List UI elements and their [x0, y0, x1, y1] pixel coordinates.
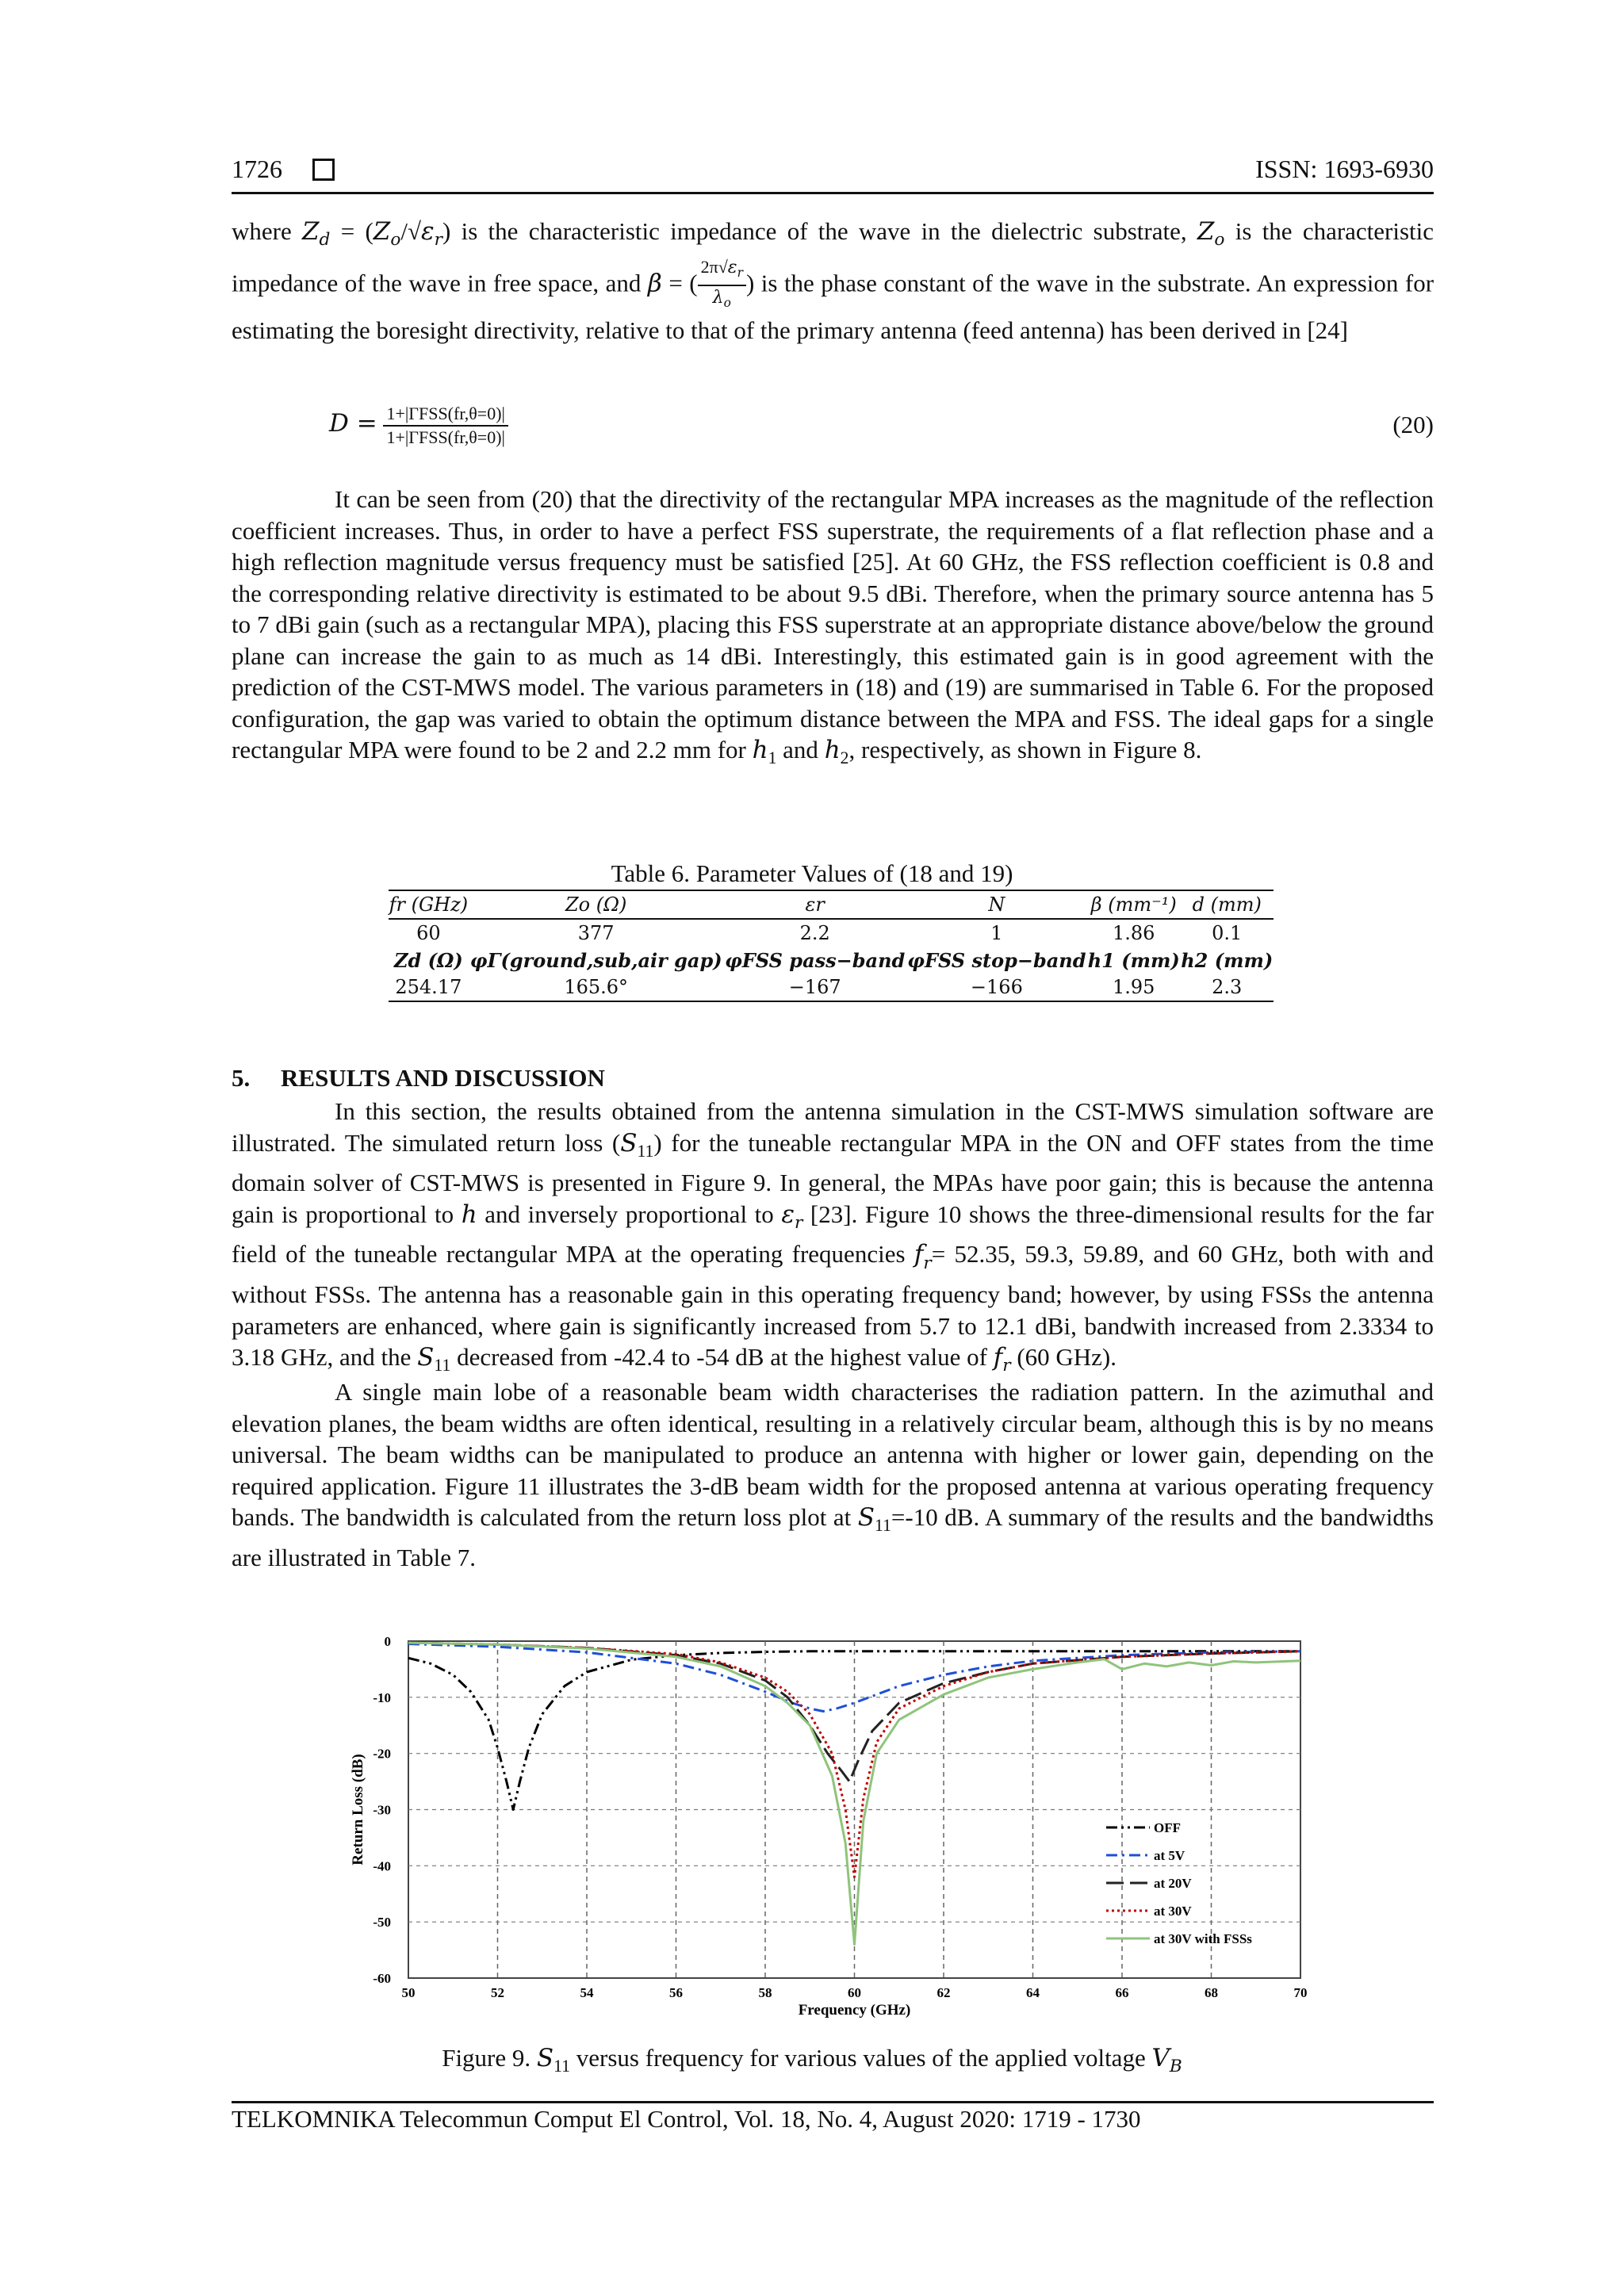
table-caption: Table 6. Parameter Values of (18 and 19) — [611, 859, 1013, 887]
legend-entry: at 30V — [1154, 1904, 1192, 1919]
equation-20: D = $\frac{\text{1+|ΓFSS(fr,θ=0)|}}{\text{1+|ΓFSS(fr,θ=0)|}}$ — [329, 403, 508, 449]
legend-entry: at 30V with FSSs — [1154, 1931, 1252, 1946]
x-tick-label: 56 — [669, 1985, 683, 2000]
x-tick-label: 62 — [936, 1985, 951, 2000]
return-loss-plot — [341, 1625, 1332, 2022]
x-tick-label: 70 — [1293, 1985, 1308, 2000]
x-axis-label: Frequency (GHz) — [798, 2002, 911, 2019]
x-tick-label: 50 — [401, 1985, 416, 2000]
square-bullet-icon — [312, 159, 335, 181]
table-row: 60 377 2.2 1 1.86 0.1 — [416, 922, 1243, 944]
x-tick-label: 68 — [1205, 1985, 1218, 2000]
results-paragraph-1: In this section, the results obtained from the antenna simulation in the CST-MWS simulation software are illustrated. The simulated return loss $(S_{11})$ for the tuneable rectangular MPA in the ON and OFF states from the time domain solver of CST-MWS is presented in Figure 9. In general, the MPAs have poor gain; this is because the antenna gain is proportional to h and inversely proportional to $\varepsilon_r$ [23]. Figure 10 shows the three-dimensional results for the far field of the tuneable rectangular MPA at the operating frequencies $f_r= 52.35$, 59.3, 59.89, and 60 GHz, both with and without FSSs. The antenna has a reasonable gain in this operating frequency band; however, by using FSSs the antenna parameters are enhanced, where gain is significantly increased from 5.7 to 12.1 dBi, bandwith increased from 2.3334 to 3.18 GHz, and the $S_{11}$ decreased from -42.4 to -54 dB at the highest value of $f_r$ (60 GHz). — [232, 1097, 1434, 1376]
figure-caption: Figure 9. $S_{11}$ versus frequency for various values of the applied voltage $V_B$ — [442, 2044, 1182, 2077]
y-tick-label: -40 — [373, 1858, 391, 1874]
y-tick-label: -60 — [373, 1971, 391, 1986]
footer-citation: TELKOMNIKA Telecommun Comput El Control, Vol. 18, No. 4, August 2020: 1719 - 1730 — [232, 2105, 1141, 2133]
y-tick-label: -30 — [373, 1802, 391, 1818]
footer-rule — [232, 2101, 1434, 2103]
figure-9-chart — [341, 1625, 1332, 2022]
x-tick-label: 54 — [580, 1985, 594, 2000]
legend-entry: OFF — [1154, 1820, 1181, 1835]
issn-label: ISSN: 1693-6930 — [1255, 155, 1434, 183]
y-tick-label: -20 — [373, 1746, 391, 1762]
x-tick-label: 64 — [1026, 1985, 1040, 2000]
table-row: 254.17 165.6° −167 −166 1.95 2.3 — [389, 974, 1274, 1001]
legend-entry: at 20V — [1154, 1876, 1192, 1891]
parameter-table — [389, 890, 1274, 1002]
y-axis-label: Return Loss (dB) — [350, 1754, 366, 1866]
intro-paragraph: where $Z_d = (Z_o/√\varepsilon_r)$ is the characteristic impedance of the wave in the dielectric substrate, $Z_o$ is the characteristic impedance of the wave in free space, and β = ( $\frac{2\pi√\varepsilon_r}{\lambda_o}$ ) is the phase constant of the wave in the substrate. An expression for estimating the boresight directivity, relative to that of the primary antenna (feed antenna) has been derived in [24] — [232, 217, 1434, 345]
table-header-row: fr (GHz) Zo (Ω) εr N β (mm⁻¹) d (mm) — [389, 890, 1274, 919]
directivity-paragraph: It can be seen from (20) that the directivity of the rectangular MPA increases as the magnitude of the reflection coefficient increases. Thus, in order to have a perfect FSS superstrate, the requirements of a flat reflection phase and a high reflection magnitude versus frequency must be satisfied [25]. At 60 GHz, the FSS reflection coefficient is 0.8 and the corresponding relative directivity is estimated to be about 9.5 dBi. Therefore, when the primary source antenna has 5 to 7 dBi gain (such as a rectangular MPA), placing this FSS superstrate at an appropriate distance above/below the ground plane can increase the gain to as much as 14 dBi. Interestingly, this estimated gain is in good agreement with the prediction of the CST-MWS model. The various parameters in (18) and (19) are summarised in Table 6. For the proposed configuration, the gap was varied to obtain the optimum distance between the MPA and FSS. The ideal gaps for a single rectangular MPA were found to be 2 and 2.2 mm for $h_1$ and $h_2$, respectively, as shown in Figure 8. — [232, 485, 1434, 768]
y-tick-label: 0 — [384, 1634, 391, 1649]
equation-number: (20) — [1392, 411, 1434, 438]
legend-entry: at 5V — [1154, 1848, 1185, 1863]
y-tick-label: -50 — [373, 1915, 391, 1931]
x-tick-label: 58 — [758, 1985, 772, 2000]
x-tick-label: 52 — [491, 1985, 504, 2000]
x-tick-label: 66 — [1115, 1985, 1129, 2000]
table-header-row: Zd (Ω) φΓ(ground,sub,air gap) φFSS pass−band φFSS stop−band h1 (mm) h2 (mm) — [394, 948, 1274, 972]
y-tick-label: -10 — [373, 1689, 391, 1705]
results-paragraph-2: A single main lobe of a reasonable beam width characterises the radiation pattern. In the azimuthal and elevation planes, the beam widths are often identical, resulting in a relatively circular beam, although this is by no means universal. The beam widths can be manipulated to produce an antenna with higher or lower gain, depending on the required application. Figure 11 illustrates the 3-dB beam width for the proposed antenna at various operating frequency bands. The bandwidth is calculated from the return loss plot at $S_{11}=-10$ dB. A summary of the results and the bandwidths are illustrated in Table 7. — [232, 1378, 1434, 1571]
page-number: 1726 — [232, 155, 282, 183]
header-rule — [232, 192, 1434, 194]
page-header-left — [232, 155, 335, 184]
x-tick-label: 60 — [848, 1985, 861, 2000]
section-heading: 5. RESULTS AND DISCUSSION — [232, 1064, 605, 1092]
